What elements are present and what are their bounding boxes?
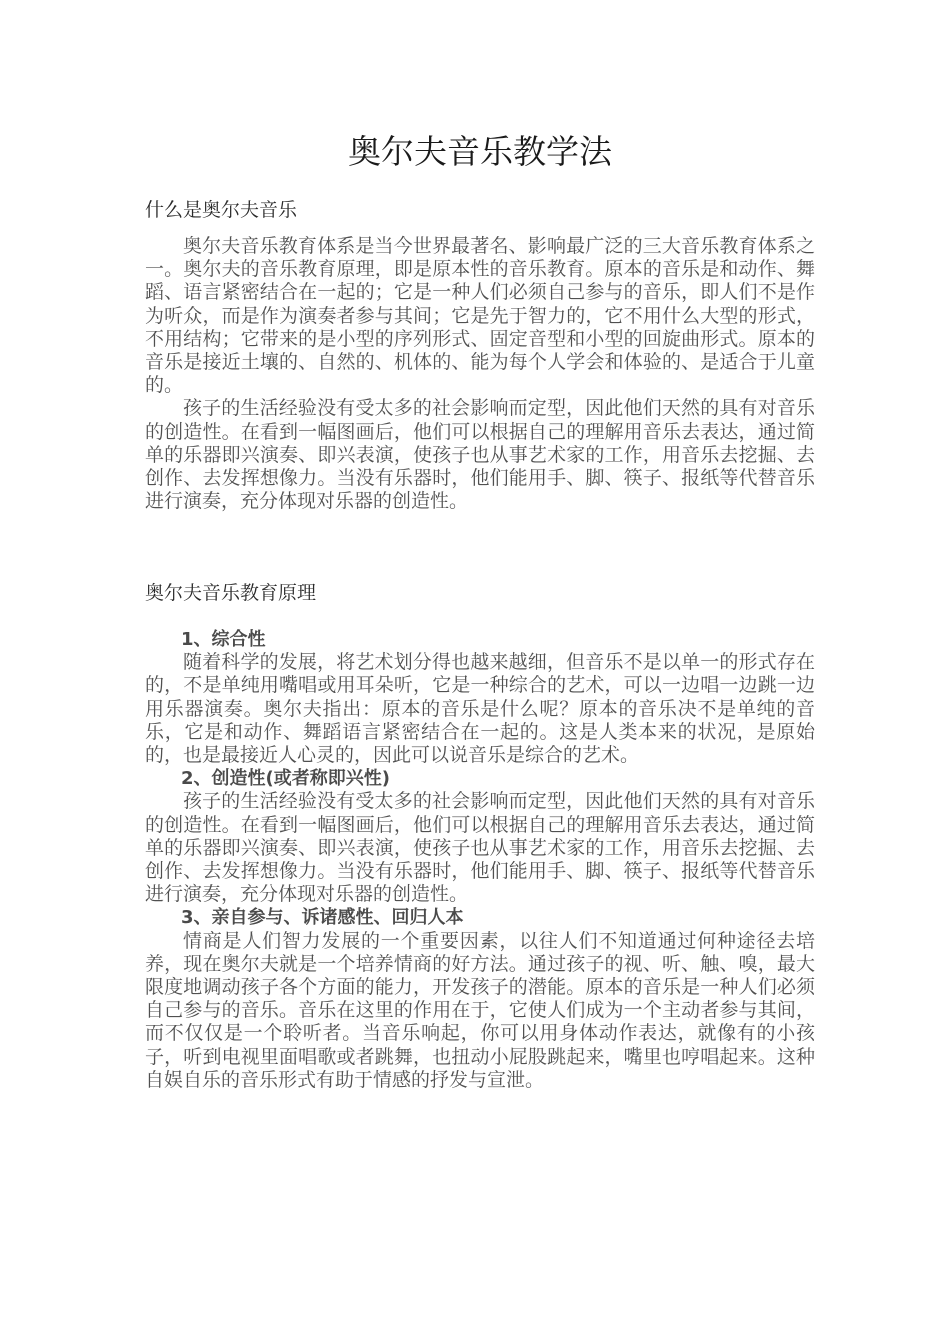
- section-body-principles: [145, 628, 815, 1092]
- paragraph: 孩子的生活经验没有受太多的社会影响而定型，因此他们天然的具有对音乐的创造性。在看到一幅图画后，他们可以根据自己的理解用音乐去表达，通过简单的乐器即兴演奏、即兴表演，使孩子也从事艺术家的工作，用音乐去挖掘、去创作、去发挥想像力。当没有乐器时，他们能用手、脚、筷子、报纸等代替音乐进行演奏，充分体现对乐器的创造性。: [145, 790, 815, 906]
- section-heading-principles: 奥尔夫音乐教育原理: [145, 582, 317, 604]
- section-heading-what-is-orff: 什么是奥尔夫音乐: [145, 199, 298, 221]
- section-body-what-is-orff: [145, 235, 815, 513]
- subheading-participation: 3、亲自参与、诉诸感性、回归人本: [181, 907, 464, 929]
- document-page: [145, 0, 815, 1344]
- subheading-creativity: 2、创造性(或者称即兴性): [181, 768, 390, 790]
- subheading-comprehensive: 1、综合性: [181, 629, 266, 650]
- document-title: 奥尔夫音乐教学法: [348, 132, 612, 171]
- paragraph: 奥尔夫音乐教育体系是当今世界最著名、影响最广泛的三大音乐教育体系之一。奥尔夫的音乐教育原理，即是原本性的音乐教育。原本的音乐是和动作、舞蹈、语言紧密结合在一起的；它是一种人们必须自己参与的音乐，即人们不是作为听众，而是作为演奏者参与其间；它是先于智力的，它不用什么大型的形式，不用结构；它带来的是小型的序列形式、固定音型和小型的回旋曲形式。原本的音乐是接近土壤的、自然的、机体的、能为每个人学会和体验的、是适合于儿童的。: [145, 235, 815, 397]
- paragraph: 情商是人们智力发展的一个重要因素，以往人们不知道通过何种途径去培养，现在奥尔夫就是一个培养情商的好方法。通过孩子的视、听、触、嗅，最大限度地调动孩子各个方面的能力，开发孩子的潜能。原本的音乐是一种人们必须自己参与的音乐。音乐在这里的作用在于，它使人们成为一个主动者参与其间，而不仅仅是一个聆听者。当音乐响起，你可以用身体动作表达，就像有的小孩子，听到电视里面唱歌或者跳舞，也扭动小屁股跳起来，嘴里也哼唱起来。这种自娱自乐的音乐形式有助于情感的抒发与宣泄。: [145, 929, 815, 1091]
- paragraph: 孩子的生活经验没有受太多的社会影响而定型，因此他们天然的具有对音乐的创造性。在看到一幅图画后，他们可以根据自己的理解用音乐去表达，通过简单的乐器即兴演奏、即兴表演，使孩子也从事艺术家的工作，用音乐去挖掘、去创作、去发挥想像力。当没有乐器时，他们能用手、脚、筷子、报纸等代替音乐进行演奏，充分体现对乐器的创造性。: [145, 397, 815, 513]
- paragraph: 随着科学的发展，将艺术划分得也越来越细，但音乐不是以单一的形式存在的，不是单纯用嘴唱或用耳朵听，它是一种综合的艺术，可以一边唱一边跳一边用乐器演奏。奥尔夫指出：原本的音乐是什么呢？原本的音乐决不是单纯的音乐，它是和动作、舞蹈语言紧密结合在一起的。这是人类本来的状况，是原始的，也是最接近人心灵的，因此可以说音乐是综合的艺术。: [145, 651, 815, 767]
